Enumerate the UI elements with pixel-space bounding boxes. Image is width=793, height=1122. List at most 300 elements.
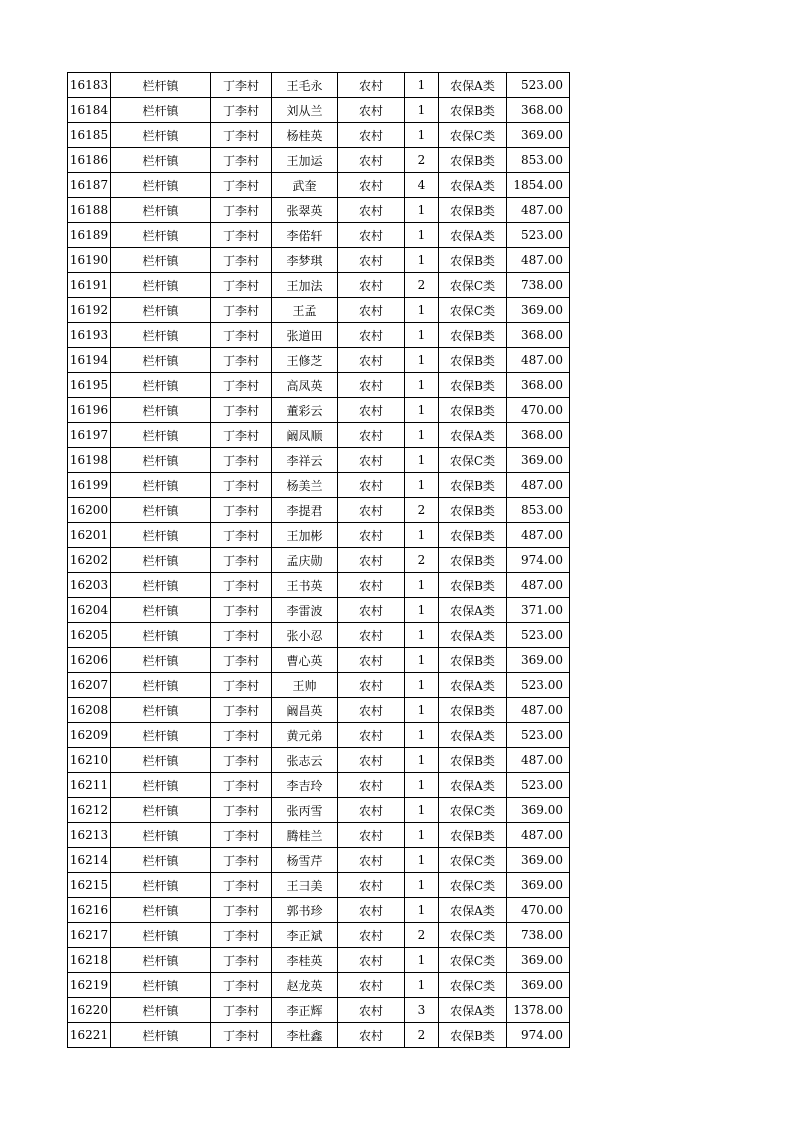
table-row: [68, 548, 570, 573]
village-cell: 丁李村: [211, 798, 272, 823]
amount-cell: 487.00: [507, 748, 570, 773]
table-row: [68, 273, 570, 298]
village-cell: 丁李村: [211, 98, 272, 123]
name-cell: 腾桂兰: [272, 823, 338, 848]
amount-cell: 487.00: [507, 573, 570, 598]
category-cell: 农保B类: [439, 548, 507, 573]
household-type-cell: 农村: [338, 623, 405, 648]
household-type-cell: 农村: [338, 723, 405, 748]
record-id: 16197: [68, 423, 111, 448]
name-cell: 王帅: [272, 673, 338, 698]
amount-cell: 369.00: [507, 448, 570, 473]
name-cell: 李正斌: [272, 923, 338, 948]
persons-cell: 1: [405, 98, 439, 123]
town-cell: 栏杆镇: [111, 1023, 211, 1048]
name-cell: 郭书珍: [272, 898, 338, 923]
name-cell: 李偌轩: [272, 223, 338, 248]
name-cell: 武奎: [272, 173, 338, 198]
amount-cell: 1378.00: [507, 998, 570, 1023]
persons-cell: 1: [405, 573, 439, 598]
persons-cell: 1: [405, 323, 439, 348]
name-cell: 李梦琪: [272, 248, 338, 273]
town-cell: 栏杆镇: [111, 798, 211, 823]
household-type-cell: 农村: [338, 823, 405, 848]
household-type-cell: 农村: [338, 523, 405, 548]
persons-cell: 1: [405, 373, 439, 398]
name-cell: 张翠英: [272, 198, 338, 223]
village-cell: 丁李村: [211, 723, 272, 748]
table-row: [68, 873, 570, 898]
amount-cell: 523.00: [507, 73, 570, 98]
category-cell: 农保B类: [439, 748, 507, 773]
table-row: [68, 848, 570, 873]
table-row: [68, 698, 570, 723]
persons-cell: 2: [405, 548, 439, 573]
village-cell: 丁李村: [211, 823, 272, 848]
record-id: 16183: [68, 73, 111, 98]
amount-cell: 368.00: [507, 423, 570, 448]
record-id: 16185: [68, 123, 111, 148]
household-type-cell: 农村: [338, 373, 405, 398]
name-cell: 阚凤顺: [272, 423, 338, 448]
table-row: [68, 323, 570, 348]
household-type-cell: 农村: [338, 673, 405, 698]
village-cell: 丁李村: [211, 673, 272, 698]
record-id: 16218: [68, 948, 111, 973]
town-cell: 栏杆镇: [111, 973, 211, 998]
household-type-cell: 农村: [338, 98, 405, 123]
name-cell: 李祥云: [272, 448, 338, 473]
category-cell: 农保A类: [439, 73, 507, 98]
record-id: 16204: [68, 598, 111, 623]
table-row: [68, 1023, 570, 1048]
amount-cell: 523.00: [507, 623, 570, 648]
table-row: [68, 473, 570, 498]
village-cell: 丁李村: [211, 198, 272, 223]
household-type-cell: 农村: [338, 548, 405, 573]
record-id: 16206: [68, 648, 111, 673]
category-cell: 农保B类: [439, 348, 507, 373]
category-cell: 农保A类: [439, 223, 507, 248]
table-row: [68, 773, 570, 798]
household-type-cell: 农村: [338, 848, 405, 873]
persons-cell: 2: [405, 923, 439, 948]
household-type-cell: 农村: [338, 73, 405, 98]
amount-cell: 369.00: [507, 948, 570, 973]
table-row: [68, 248, 570, 273]
persons-cell: 1: [405, 473, 439, 498]
table-row: [68, 973, 570, 998]
amount-cell: 738.00: [507, 273, 570, 298]
amount-cell: 1854.00: [507, 173, 570, 198]
village-cell: 丁李村: [211, 148, 272, 173]
village-cell: 丁李村: [211, 923, 272, 948]
record-id: 16217: [68, 923, 111, 948]
town-cell: 栏杆镇: [111, 648, 211, 673]
name-cell: 王加法: [272, 273, 338, 298]
name-cell: 王加彬: [272, 523, 338, 548]
town-cell: 栏杆镇: [111, 198, 211, 223]
name-cell: 王孟: [272, 298, 338, 323]
amount-cell: 487.00: [507, 523, 570, 548]
table-row: [68, 73, 570, 98]
category-cell: 农保C类: [439, 948, 507, 973]
town-cell: 栏杆镇: [111, 423, 211, 448]
category-cell: 农保B类: [439, 148, 507, 173]
household-type-cell: 农村: [338, 948, 405, 973]
amount-cell: 523.00: [507, 223, 570, 248]
name-cell: 董彩云: [272, 398, 338, 423]
village-cell: 丁李村: [211, 373, 272, 398]
amount-cell: 974.00: [507, 1023, 570, 1048]
town-cell: 栏杆镇: [111, 948, 211, 973]
table-row: [68, 448, 570, 473]
name-cell: 李杜鑫: [272, 1023, 338, 1048]
persons-cell: 1: [405, 823, 439, 848]
name-cell: 杨雪芹: [272, 848, 338, 873]
amount-cell: 368.00: [507, 373, 570, 398]
category-cell: 农保B类: [439, 523, 507, 548]
name-cell: 张小忍: [272, 623, 338, 648]
household-type-cell: 农村: [338, 223, 405, 248]
village-cell: 丁李村: [211, 273, 272, 298]
village-cell: 丁李村: [211, 348, 272, 373]
town-cell: 栏杆镇: [111, 698, 211, 723]
record-id: 16190: [68, 248, 111, 273]
name-cell: 孟庆勋: [272, 548, 338, 573]
record-id: 16199: [68, 473, 111, 498]
name-cell: 杨美兰: [272, 473, 338, 498]
name-cell: 张志云: [272, 748, 338, 773]
amount-cell: 487.00: [507, 198, 570, 223]
amount-cell: 369.00: [507, 848, 570, 873]
household-type-cell: 农村: [338, 473, 405, 498]
persons-cell: 1: [405, 798, 439, 823]
category-cell: 农保A类: [439, 173, 507, 198]
town-cell: 栏杆镇: [111, 723, 211, 748]
town-cell: 栏杆镇: [111, 148, 211, 173]
name-cell: 李桂英: [272, 948, 338, 973]
village-cell: 丁李村: [211, 298, 272, 323]
village-cell: 丁李村: [211, 173, 272, 198]
category-cell: 农保C类: [439, 123, 507, 148]
table-row: [68, 148, 570, 173]
table-row: [68, 823, 570, 848]
town-cell: 栏杆镇: [111, 848, 211, 873]
village-cell: 丁李村: [211, 598, 272, 623]
record-id: 16194: [68, 348, 111, 373]
persons-cell: 1: [405, 123, 439, 148]
name-cell: 阚昌英: [272, 698, 338, 723]
table-row: [68, 998, 570, 1023]
town-cell: 栏杆镇: [111, 98, 211, 123]
persons-cell: 3: [405, 998, 439, 1023]
table-row: [68, 523, 570, 548]
amount-cell: 369.00: [507, 648, 570, 673]
household-type-cell: 农村: [338, 148, 405, 173]
town-cell: 栏杆镇: [111, 298, 211, 323]
amount-cell: 487.00: [507, 248, 570, 273]
persons-cell: 2: [405, 273, 439, 298]
amount-cell: 371.00: [507, 598, 570, 623]
category-cell: 农保C类: [439, 873, 507, 898]
category-cell: 农保C类: [439, 923, 507, 948]
household-type-cell: 农村: [338, 298, 405, 323]
village-cell: 丁李村: [211, 773, 272, 798]
category-cell: 农保B类: [439, 648, 507, 673]
name-cell: 王书英: [272, 573, 338, 598]
persons-cell: 1: [405, 898, 439, 923]
village-cell: 丁李村: [211, 698, 272, 723]
village-cell: 丁李村: [211, 848, 272, 873]
household-type-cell: 农村: [338, 698, 405, 723]
household-type-cell: 农村: [338, 398, 405, 423]
table-row: [68, 398, 570, 423]
persons-cell: 1: [405, 523, 439, 548]
village-cell: 丁李村: [211, 448, 272, 473]
name-cell: 赵龙英: [272, 973, 338, 998]
household-type-cell: 农村: [338, 923, 405, 948]
persons-cell: 1: [405, 348, 439, 373]
town-cell: 栏杆镇: [111, 473, 211, 498]
amount-cell: 523.00: [507, 673, 570, 698]
household-type-cell: 农村: [338, 1023, 405, 1048]
persons-cell: 2: [405, 1023, 439, 1048]
table-row: [68, 723, 570, 748]
category-cell: 农保B类: [439, 373, 507, 398]
village-cell: 丁李村: [211, 473, 272, 498]
record-id: 16210: [68, 748, 111, 773]
amount-cell: 487.00: [507, 473, 570, 498]
name-cell: 王加运: [272, 148, 338, 173]
village-cell: 丁李村: [211, 123, 272, 148]
town-cell: 栏杆镇: [111, 373, 211, 398]
record-id: 16215: [68, 873, 111, 898]
town-cell: 栏杆镇: [111, 548, 211, 573]
amount-cell: 853.00: [507, 148, 570, 173]
category-cell: 农保A类: [439, 623, 507, 648]
table-row: [68, 373, 570, 398]
name-cell: 李正辉: [272, 998, 338, 1023]
category-cell: 农保C类: [439, 448, 507, 473]
name-cell: 张丙雪: [272, 798, 338, 823]
household-type-cell: 农村: [338, 123, 405, 148]
name-cell: 王彐美: [272, 873, 338, 898]
category-cell: 农保A类: [439, 773, 507, 798]
household-type-cell: 农村: [338, 648, 405, 673]
record-id: 16196: [68, 398, 111, 423]
table-row: [68, 798, 570, 823]
record-id: 16216: [68, 898, 111, 923]
record-id: 16193: [68, 323, 111, 348]
household-type-cell: 农村: [338, 248, 405, 273]
record-id: 16188: [68, 198, 111, 223]
persons-cell: 1: [405, 648, 439, 673]
table-row: [68, 173, 570, 198]
persons-cell: 1: [405, 598, 439, 623]
village-cell: 丁李村: [211, 1023, 272, 1048]
table-row: [68, 298, 570, 323]
household-type-cell: 农村: [338, 323, 405, 348]
record-id: 16220: [68, 998, 111, 1023]
amount-cell: 853.00: [507, 498, 570, 523]
village-cell: 丁李村: [211, 548, 272, 573]
record-id: 16192: [68, 298, 111, 323]
amount-cell: 523.00: [507, 723, 570, 748]
village-cell: 丁李村: [211, 998, 272, 1023]
table-body: [68, 73, 570, 1048]
town-cell: 栏杆镇: [111, 348, 211, 373]
category-cell: 农保A类: [439, 723, 507, 748]
record-id: 16186: [68, 148, 111, 173]
village-cell: 丁李村: [211, 398, 272, 423]
amount-cell: 738.00: [507, 923, 570, 948]
household-type-cell: 农村: [338, 998, 405, 1023]
table-row: [68, 223, 570, 248]
category-cell: 农保B类: [439, 198, 507, 223]
village-cell: 丁李村: [211, 423, 272, 448]
record-id: 16184: [68, 98, 111, 123]
persons-cell: 1: [405, 973, 439, 998]
category-cell: 农保C类: [439, 848, 507, 873]
town-cell: 栏杆镇: [111, 523, 211, 548]
household-type-cell: 农村: [338, 348, 405, 373]
amount-cell: 487.00: [507, 823, 570, 848]
record-id: 16203: [68, 573, 111, 598]
table-row: [68, 423, 570, 448]
category-cell: 农保B类: [439, 323, 507, 348]
amount-cell: 368.00: [507, 323, 570, 348]
table-row: [68, 923, 570, 948]
household-type-cell: 农村: [338, 273, 405, 298]
record-id: 16208: [68, 698, 111, 723]
persons-cell: 1: [405, 848, 439, 873]
household-type-cell: 农村: [338, 598, 405, 623]
category-cell: 农保A类: [439, 598, 507, 623]
persons-cell: 1: [405, 223, 439, 248]
persons-cell: 1: [405, 748, 439, 773]
village-cell: 丁李村: [211, 648, 272, 673]
village-cell: 丁李村: [211, 623, 272, 648]
village-cell: 丁李村: [211, 498, 272, 523]
category-cell: 农保B类: [439, 1023, 507, 1048]
category-cell: 农保B类: [439, 823, 507, 848]
category-cell: 农保B类: [439, 248, 507, 273]
persons-cell: 4: [405, 173, 439, 198]
village-cell: 丁李村: [211, 248, 272, 273]
persons-cell: 1: [405, 673, 439, 698]
amount-cell: 523.00: [507, 773, 570, 798]
amount-cell: 487.00: [507, 348, 570, 373]
category-cell: 农保A类: [439, 423, 507, 448]
category-cell: 农保B类: [439, 573, 507, 598]
persons-cell: 1: [405, 398, 439, 423]
category-cell: 农保B类: [439, 473, 507, 498]
category-cell: 农保A类: [439, 998, 507, 1023]
record-id: 16209: [68, 723, 111, 748]
record-id: 16205: [68, 623, 111, 648]
amount-cell: 974.00: [507, 548, 570, 573]
amount-cell: 369.00: [507, 973, 570, 998]
amount-cell: 369.00: [507, 873, 570, 898]
persons-cell: 1: [405, 773, 439, 798]
name-cell: 李吉玲: [272, 773, 338, 798]
name-cell: 杨桂英: [272, 123, 338, 148]
town-cell: 栏杆镇: [111, 223, 211, 248]
category-cell: 农保B类: [439, 398, 507, 423]
persons-cell: 1: [405, 298, 439, 323]
name-cell: 曹心英: [272, 648, 338, 673]
table-row: [68, 673, 570, 698]
village-cell: 丁李村: [211, 73, 272, 98]
household-type-cell: 农村: [338, 898, 405, 923]
village-cell: 丁李村: [211, 948, 272, 973]
record-id: 16191: [68, 273, 111, 298]
amount-cell: 368.00: [507, 98, 570, 123]
town-cell: 栏杆镇: [111, 123, 211, 148]
name-cell: 王毛永: [272, 73, 338, 98]
town-cell: 栏杆镇: [111, 823, 211, 848]
persons-cell: 2: [405, 498, 439, 523]
table-row: [68, 598, 570, 623]
name-cell: 李提君: [272, 498, 338, 523]
persons-cell: 1: [405, 198, 439, 223]
table-row: [68, 198, 570, 223]
record-id: 16221: [68, 1023, 111, 1048]
category-cell: 农保B类: [439, 698, 507, 723]
record-id: 16189: [68, 223, 111, 248]
table-row: [68, 348, 570, 373]
town-cell: 栏杆镇: [111, 273, 211, 298]
name-cell: 刘从兰: [272, 98, 338, 123]
persons-cell: 1: [405, 723, 439, 748]
amount-cell: 369.00: [507, 298, 570, 323]
town-cell: 栏杆镇: [111, 573, 211, 598]
record-id: 16214: [68, 848, 111, 873]
table-row: [68, 648, 570, 673]
village-cell: 丁李村: [211, 573, 272, 598]
amount-cell: 487.00: [507, 698, 570, 723]
record-id: 16195: [68, 373, 111, 398]
town-cell: 栏杆镇: [111, 923, 211, 948]
town-cell: 栏杆镇: [111, 623, 211, 648]
household-type-cell: 农村: [338, 873, 405, 898]
persons-cell: 2: [405, 148, 439, 173]
town-cell: 栏杆镇: [111, 173, 211, 198]
table-row: [68, 98, 570, 123]
name-cell: 王修芝: [272, 348, 338, 373]
town-cell: 栏杆镇: [111, 673, 211, 698]
village-cell: 丁李村: [211, 973, 272, 998]
record-id: 16202: [68, 548, 111, 573]
record-id: 16211: [68, 773, 111, 798]
persons-cell: 1: [405, 423, 439, 448]
amount-cell: 369.00: [507, 123, 570, 148]
category-cell: 农保C类: [439, 273, 507, 298]
village-cell: 丁李村: [211, 223, 272, 248]
town-cell: 栏杆镇: [111, 498, 211, 523]
persons-cell: 1: [405, 448, 439, 473]
amount-cell: 470.00: [507, 398, 570, 423]
record-id: 16207: [68, 673, 111, 698]
household-type-cell: 农村: [338, 498, 405, 523]
category-cell: 农保B类: [439, 98, 507, 123]
town-cell: 栏杆镇: [111, 323, 211, 348]
name-cell: 高凤英: [272, 373, 338, 398]
household-type-cell: 农村: [338, 198, 405, 223]
amount-cell: 369.00: [507, 798, 570, 823]
record-id: 16201: [68, 523, 111, 548]
